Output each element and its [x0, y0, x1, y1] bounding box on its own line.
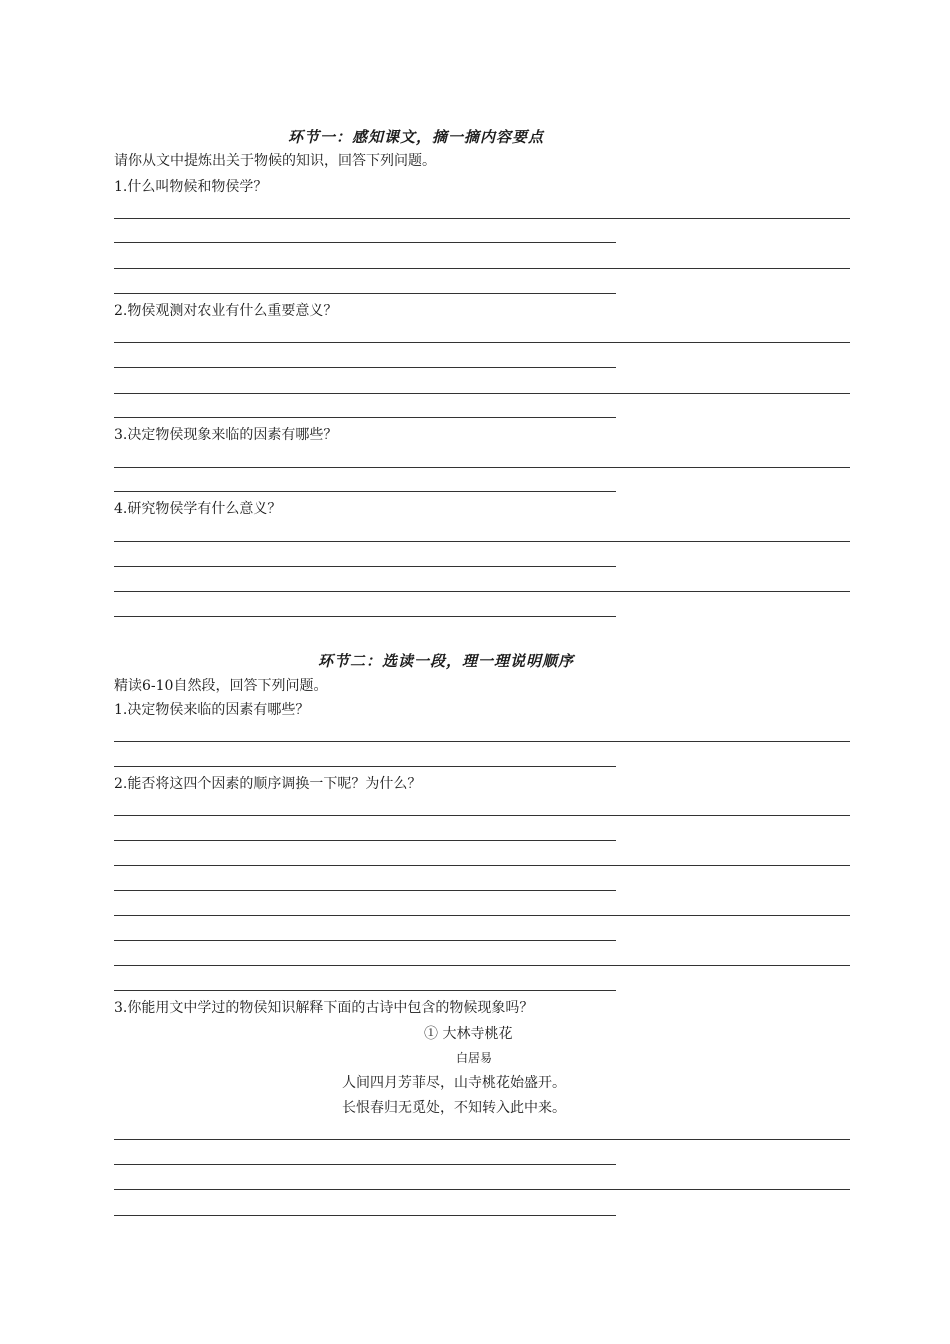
poem-line-2: 长恨春归无觅处，不知转入此中来。	[342, 1100, 566, 1116]
answer-line[interactable]	[114, 890, 616, 891]
section2-heading: 环节二：选读一段，理一理说明顺序	[318, 652, 575, 670]
answer-line[interactable]	[114, 367, 616, 368]
answer-line[interactable]	[114, 616, 616, 617]
answer-line[interactable]	[114, 990, 616, 991]
section1-heading: 环节一：感知课文，摘一摘内容要点	[288, 128, 545, 146]
answer-line[interactable]	[114, 1164, 616, 1165]
answer-line[interactable]	[114, 766, 616, 767]
answer-line[interactable]	[114, 293, 616, 294]
answer-line[interactable]	[114, 1139, 850, 1140]
answer-line[interactable]	[114, 1189, 850, 1190]
section2-question-2: 2.能否将这四个因素的顺序调换一下呢？为什么？	[114, 776, 422, 792]
answer-line[interactable]	[114, 915, 850, 916]
section1-intro: 请你从文中提炼出关于物候的知识，回答下列问题。	[114, 153, 436, 169]
poem-title: ① 大林寺桃花	[424, 1026, 513, 1042]
answer-line[interactable]	[114, 965, 850, 966]
section1-question-2: 2.物侯观测对农业有什么重要意义？	[114, 303, 338, 319]
answer-line[interactable]	[114, 467, 850, 468]
answer-line[interactable]	[114, 342, 850, 343]
answer-line[interactable]	[114, 393, 850, 394]
answer-line[interactable]	[114, 741, 850, 742]
answer-line[interactable]	[114, 940, 616, 941]
poem-author: 白居易	[456, 1051, 493, 1065]
section2-question-3: 3.你能用文中学过的物侯知识解释下面的古诗中包含的物候现象吗？	[114, 1000, 534, 1016]
answer-line[interactable]	[114, 541, 850, 542]
section1-question-4: 4.研究物侯学有什么意义？	[114, 501, 282, 517]
answer-line[interactable]	[114, 268, 850, 269]
section1-question-3: 3.决定物侯现象来临的因素有哪些？	[114, 427, 338, 443]
answer-line[interactable]	[114, 815, 850, 816]
answer-line[interactable]	[114, 218, 850, 219]
poem-line-1: 人间四月芳菲尽，山寺桃花始盛开。	[342, 1075, 566, 1091]
answer-line[interactable]	[114, 840, 616, 841]
section1-question-1: 1.什么叫物候和物侯学？	[114, 179, 268, 195]
answer-line[interactable]	[114, 491, 616, 492]
section2-question-1: 1.决定物侯来临的因素有哪些？	[114, 702, 310, 718]
answer-line[interactable]	[114, 242, 616, 243]
answer-line[interactable]	[114, 1215, 616, 1216]
answer-line[interactable]	[114, 591, 850, 592]
section2-intro: 精读6-10自然段，回答下列问题。	[114, 678, 328, 694]
answer-line[interactable]	[114, 566, 616, 567]
answer-line[interactable]	[114, 417, 616, 418]
answer-line[interactable]	[114, 865, 850, 866]
